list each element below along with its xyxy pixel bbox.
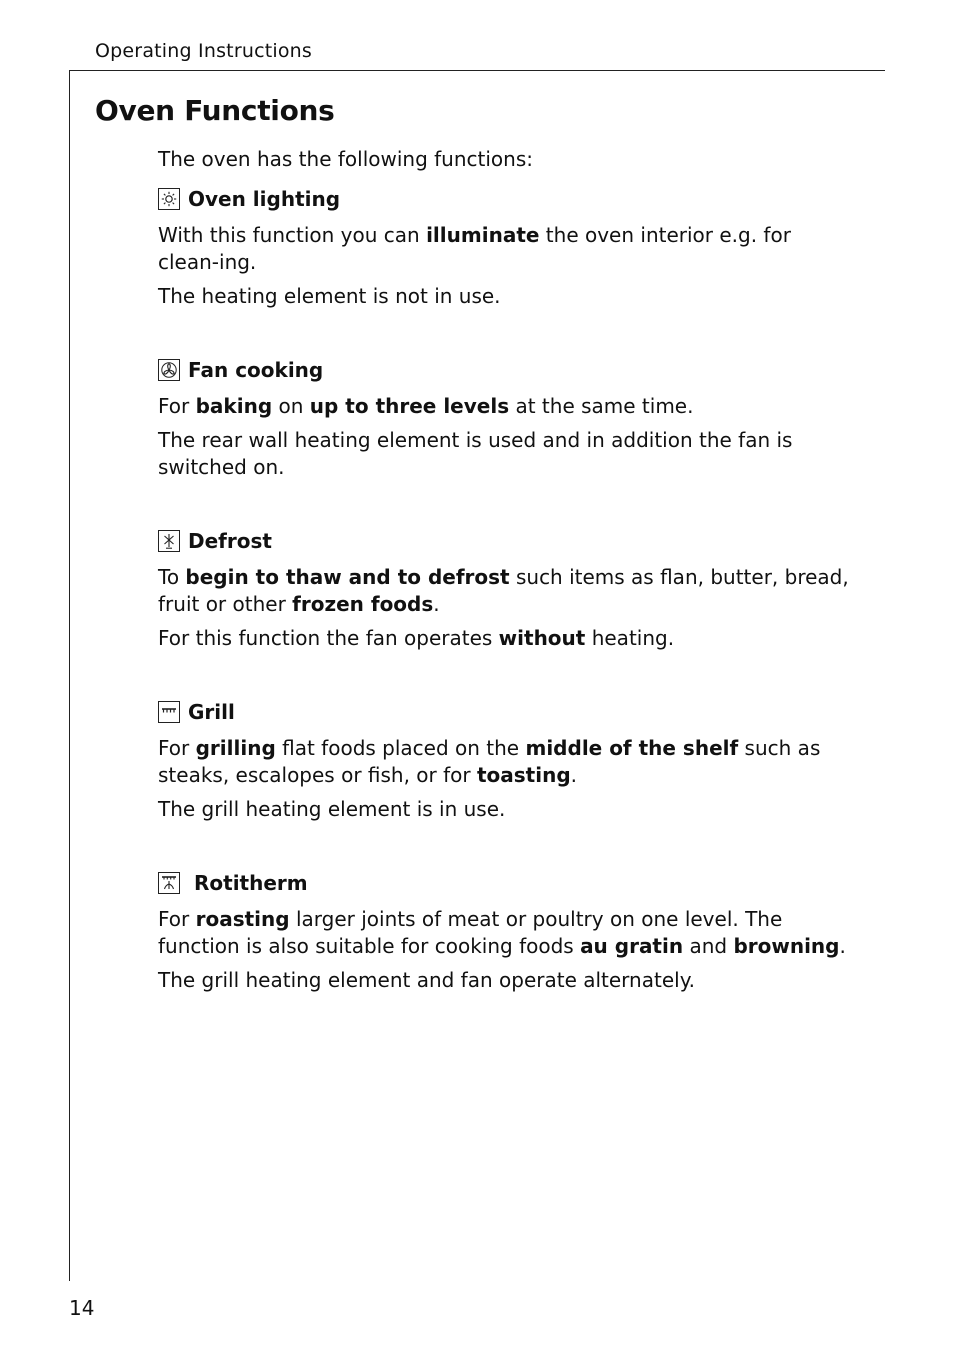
section-heading xyxy=(158,528,858,554)
section-defrost xyxy=(158,528,858,659)
section-note: The heating element is not in use. xyxy=(158,284,501,308)
page-number: 14 xyxy=(69,1296,95,1320)
section-title: Rotitherm xyxy=(194,871,308,895)
margin-rule xyxy=(69,70,70,1281)
section-oven-lighting xyxy=(158,186,858,317)
page-title: Oven Functions xyxy=(95,94,335,127)
section-note: The grill heating element is in use. xyxy=(158,797,506,821)
section-heading xyxy=(158,870,858,896)
emphasis-text: roasting xyxy=(195,907,290,931)
running-header: Operating Instructions xyxy=(95,40,313,62)
section-description: For baking on up to three levels at the same time. xyxy=(158,394,694,418)
emphasis-text: begin to thaw and to defrost xyxy=(185,565,510,589)
emphasis-text: baking xyxy=(195,394,273,418)
section-description: For grilling flat foods placed on the middle of the shelf such as steaks, escalopes or fish, or for toasting. xyxy=(158,736,821,787)
section-description: With this function you can illuminate the oven interior e.g. for clean-ing. xyxy=(158,223,791,274)
emphasis-text: middle of the shelf xyxy=(525,736,739,760)
section-fan-cooking xyxy=(158,357,858,488)
emphasis-text: browning xyxy=(733,934,840,958)
fan-icon xyxy=(158,359,180,381)
emphasis-text: toasting xyxy=(476,763,571,787)
section-note: For this function the fan operates without heating. xyxy=(158,626,675,650)
section-title: Defrost xyxy=(188,529,272,553)
intro-text: The oven has the following functions: xyxy=(158,147,533,171)
section-heading xyxy=(158,357,858,383)
emphasis-text: illuminate xyxy=(426,223,540,247)
emphasis-text: without xyxy=(498,626,586,650)
rotitherm-icon xyxy=(158,872,180,894)
section-note: The grill heating element and fan operate alternately. xyxy=(158,968,696,992)
section-title: Grill xyxy=(188,700,235,724)
emphasis-text: au gratin xyxy=(580,934,684,958)
grill-icon xyxy=(158,701,180,723)
section-description: For roasting larger joints of meat or poultry on one level. The function is also suitable for cooking foods au gratin and browning. xyxy=(158,907,846,958)
section-title: Oven lighting xyxy=(188,187,341,211)
section-description: To begin to thaw and to defrost such items as flan, butter, bread, fruit or other frozen foods. xyxy=(158,565,849,616)
section-title: Fan cooking xyxy=(188,358,324,382)
section-grill xyxy=(158,699,858,830)
bulb-icon xyxy=(158,188,180,210)
header-rule xyxy=(69,70,885,71)
section-heading xyxy=(158,186,858,212)
emphasis-text: grilling xyxy=(195,736,276,760)
section-note: The rear wall heating element is used and in addition the fan is switched on. xyxy=(158,428,793,479)
section-heading xyxy=(158,699,858,725)
emphasis-text: up to three levels xyxy=(309,394,510,418)
emphasis-text: frozen foods xyxy=(292,592,434,616)
defrost-icon xyxy=(158,530,180,552)
section-rotitherm xyxy=(158,870,858,1001)
